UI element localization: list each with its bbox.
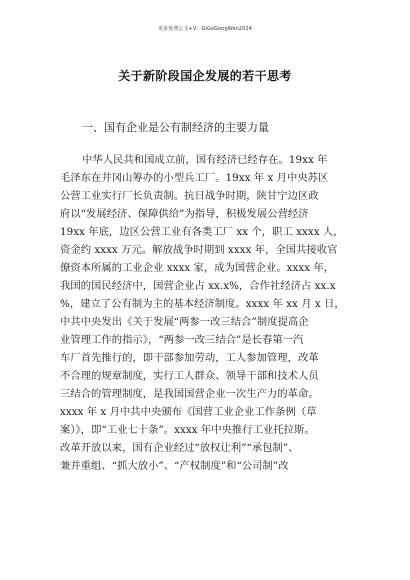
paragraph-line: 不合理的规章制度，实行工人群众、领导干部和技术人员 [60, 370, 319, 382]
paragraph-line: 资金约 xxxx 万元。解放战争时期到 xxxx 年，全国共接收官 [60, 244, 338, 256]
paragraph-line: 我国的国民经济中，国营企业占 xx.x%，合作社经济占 xx.x [60, 280, 336, 292]
paragraph-line: 业管理工作的指示》，“两参一改三结合”是长春第一汽 [60, 334, 304, 346]
document-body [60, 119, 352, 475]
paragraph-line: 公营工业实行厂长负责制。抗日战争时期，陕甘宁边区政 [60, 190, 319, 202]
paragraph-line: xxxx 年 x 月中共中央颁布《国营工业企业工作条例（草 [60, 406, 317, 418]
paragraph-line: 府以“发展经济、保障供给”为指导，积极发展公营经济 [60, 208, 309, 220]
paragraph-line: 19xx 年底，边区公营工业有各类工厂 xx 个，职工 xxxx 人， [60, 226, 344, 238]
document-title: 关于新阶段国企发展的若干思考 [118, 69, 292, 83]
header-note: 更多免费公文+V：GiGoGongWen2024 [157, 26, 253, 32]
paragraph-line: 毛泽东在井冈山筹办的小型兵工厂。19xx 年 x 月中央苏区 [60, 172, 329, 184]
paragraph-line: 中华人民共和国成立前，国有经济已经存在。19xx 年 [82, 154, 328, 166]
paragraph-line: 中共中央发出《关于发展“两参一改三结合”制度提高企 [60, 316, 309, 328]
paragraph-line: 三结合的管理制度，是我国国营企业一次生产力的革命。 [60, 388, 319, 400]
paragraph-line: 兼并重组、“抓大放小”、“产权制度”和“公司制”改 [60, 460, 289, 472]
paragraph-line: 僚资本所属的工业企业 xxxx 家，成为国营企业。xxxx 年， [60, 262, 335, 274]
paragraph-line: 案）》，即“工业七十条”。xxxx 年中央推行工业托拉斯。 [60, 424, 315, 436]
section-heading: 一、国有企业是公有制经济的主要力量 [82, 121, 269, 134]
paragraph-line: 改革开放以来，国有企业经过“放权让利”“承包制”、 [60, 442, 299, 454]
paragraph-line: 车厂首先推行的，即干部参加劳动，工人参加管理，改革 [60, 352, 319, 364]
paragraph-line: %，建立了公有制为主的基本经济制度。xxxx 年 xx 月 x 日， [60, 298, 345, 310]
